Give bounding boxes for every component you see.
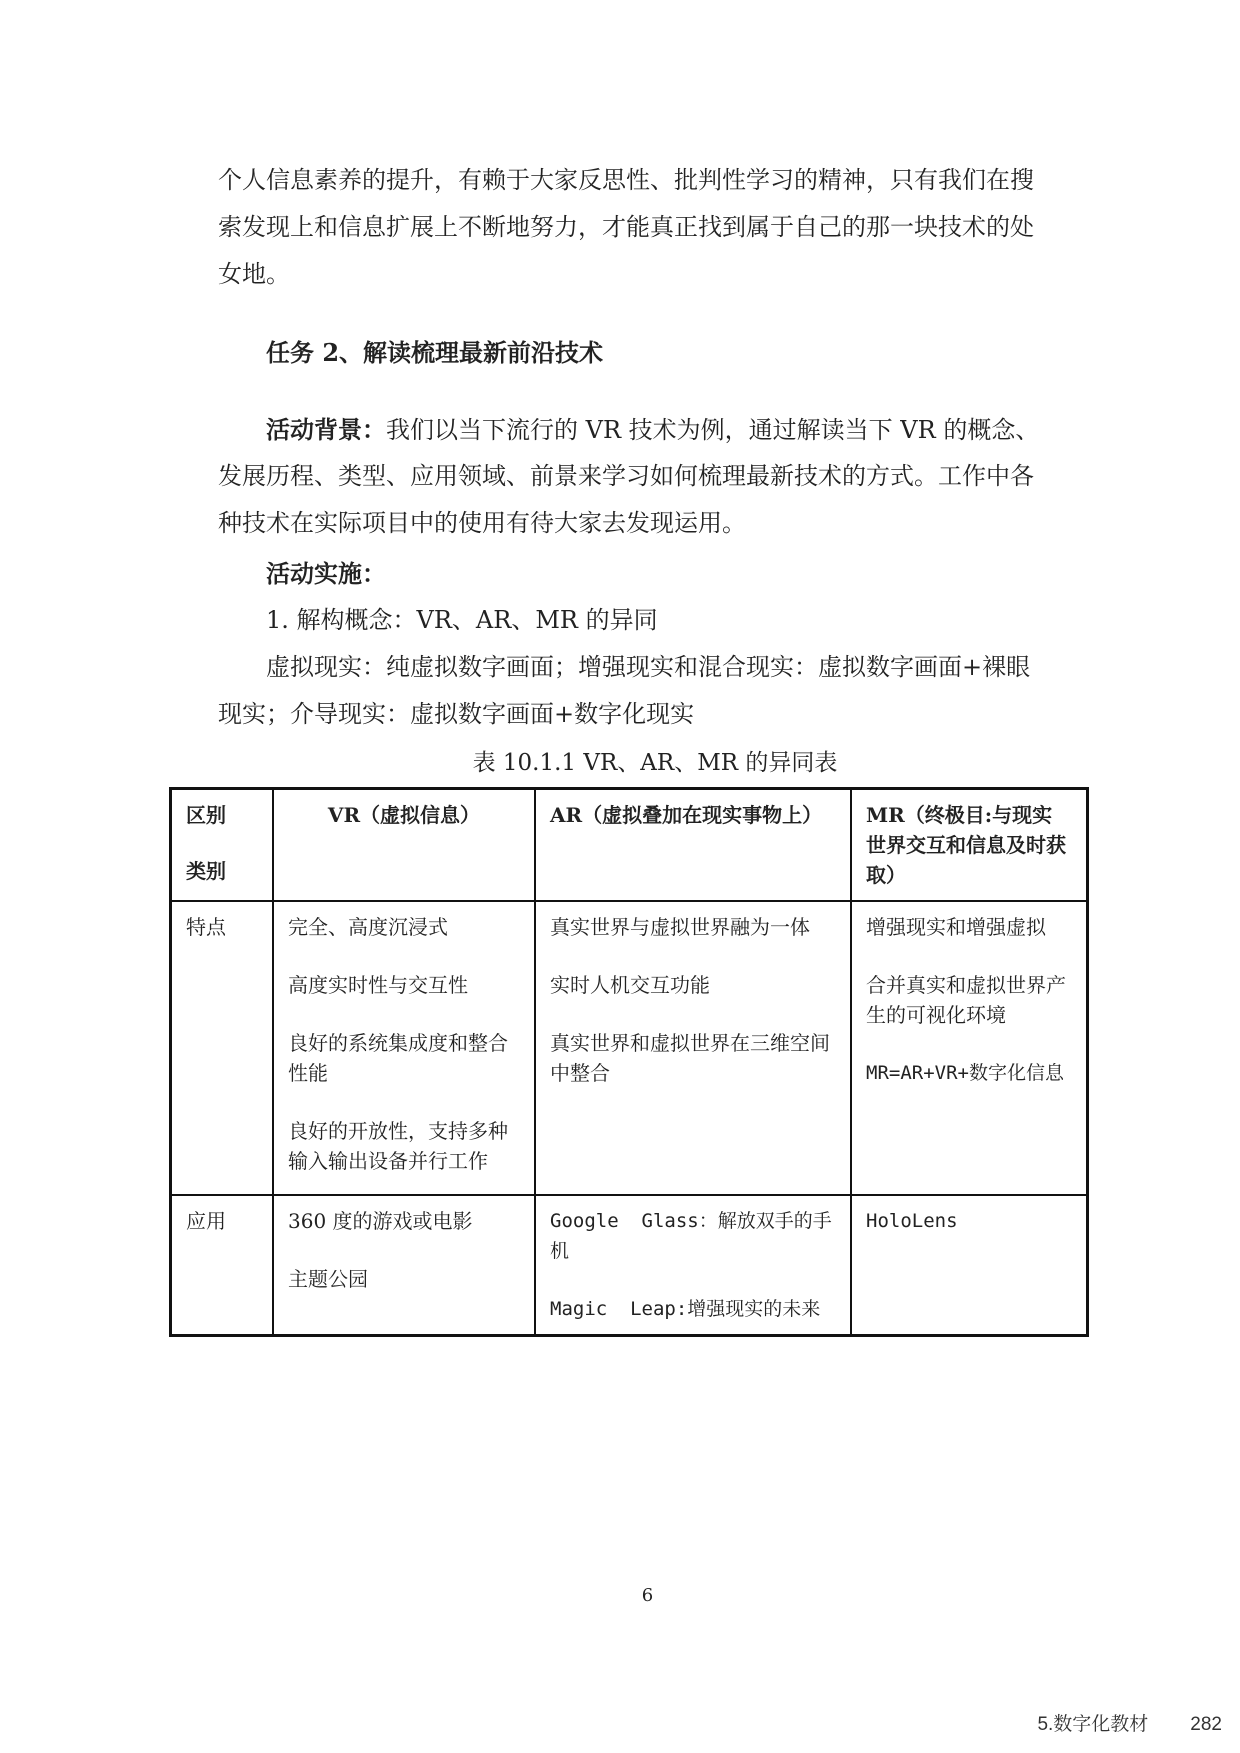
- cell-item: 真实世界与虚拟世界融为一体: [550, 915, 810, 939]
- footer-page: 282: [1190, 1714, 1222, 1735]
- row-label-features: 特点: [171, 901, 274, 1195]
- cell-vr-features: [273, 901, 535, 1195]
- definition-line-2: 现实；介导现实：虚拟数字画面+数字化现实: [218, 700, 695, 728]
- table-row: [171, 1195, 1088, 1336]
- cell-item: 良好的系统集成度和整合性能: [288, 1031, 508, 1085]
- background-paragraph: [218, 406, 1048, 547]
- implementation-label: 活动实施：: [266, 559, 386, 588]
- header-vr: VR（虚拟信息）: [273, 789, 535, 902]
- cell-mr-applications: [851, 1195, 1088, 1336]
- cell-vr-applications: [273, 1195, 535, 1336]
- definition-line-1: 虚拟现实：纯虚拟数字画面；增强现实和混合现实：虚拟数字画面+裸眼: [266, 653, 1031, 681]
- intro-line: 索发现上和信息扩展上不断地努力，才能真正找到属于自己的那一块技术的处: [218, 213, 1034, 241]
- cell-item: 360 度的游戏或电影: [288, 1209, 473, 1233]
- corner-bottom: 类别: [186, 859, 226, 883]
- cell-item: 高度实时性与交互性: [288, 973, 468, 997]
- background-line: 种技术在实际项目中的使用有待大家去发现运用。: [218, 509, 746, 537]
- cell-item: 良好的开放性，支持多种输入输出设备并行工作: [288, 1119, 508, 1173]
- step-1: 1. 解构概念：VR、AR、MR 的异同: [266, 606, 658, 634]
- task-heading: 任务 2、解读梳理最新前沿技术: [266, 338, 604, 367]
- footer-section: 5.数字化教材: [1037, 1714, 1149, 1735]
- cell-item: MR=AR+VR+数字化信息: [866, 1062, 1064, 1084]
- cell-item: 增强现实和增强虚拟: [866, 915, 1046, 939]
- table-header-row: [171, 789, 1088, 902]
- cell-mr-features: [851, 901, 1088, 1195]
- comparison-table: [169, 787, 1089, 1337]
- table-caption: 表 10.1.1 VR、AR、MR 的异同表: [472, 750, 838, 776]
- intro-paragraph: [218, 157, 1048, 298]
- table-row: [171, 901, 1088, 1195]
- cell-item: Magic Leap:增强现实的未来: [550, 1298, 821, 1320]
- cell-item: 实时人机交互功能: [550, 973, 710, 997]
- intro-line: 女地。: [218, 260, 290, 288]
- cell-item: 完全、高度沉浸式: [288, 915, 448, 939]
- row-label-applications: 应用: [171, 1195, 274, 1336]
- cell-ar-applications: [535, 1195, 851, 1336]
- corner-cell: [171, 789, 274, 902]
- background-first-line: [218, 406, 1048, 453]
- header-mr: MR（终极目:与现实世界交互和信息及时获取）: [851, 789, 1088, 902]
- implementation-block: [218, 550, 1048, 738]
- cell-ar-features: [535, 901, 851, 1195]
- page-number: 6: [641, 1585, 654, 1606]
- cell-item: 真实世界和虚拟世界在三维空间中整合: [550, 1031, 830, 1085]
- cell-item: 合并真实和虚拟世界产生的可视化环境: [866, 973, 1066, 1027]
- footer: [1037, 1709, 1222, 1736]
- cell-item: 主题公园: [288, 1267, 368, 1291]
- cell-item: HoloLens: [866, 1210, 958, 1232]
- corner-top: 区别: [186, 803, 226, 827]
- background-text: 我们以当下流行的 VR 技术为例，通过解读当下 VR 的概念、: [386, 416, 1040, 444]
- cell-item: Google Glass：解放双手的手机: [550, 1210, 832, 1262]
- intro-line: 个人信息素养的提升，有赖于大家反思性、批判性学习的精神，只有我们在搜: [218, 166, 1034, 194]
- header-ar: AR（虚拟叠加在现实事物上）: [535, 789, 851, 902]
- background-line: 发展历程、类型、应用领域、前景来学习如何梳理最新技术的方式。工作中各: [218, 462, 1034, 490]
- background-label: 活动背景：: [266, 415, 386, 444]
